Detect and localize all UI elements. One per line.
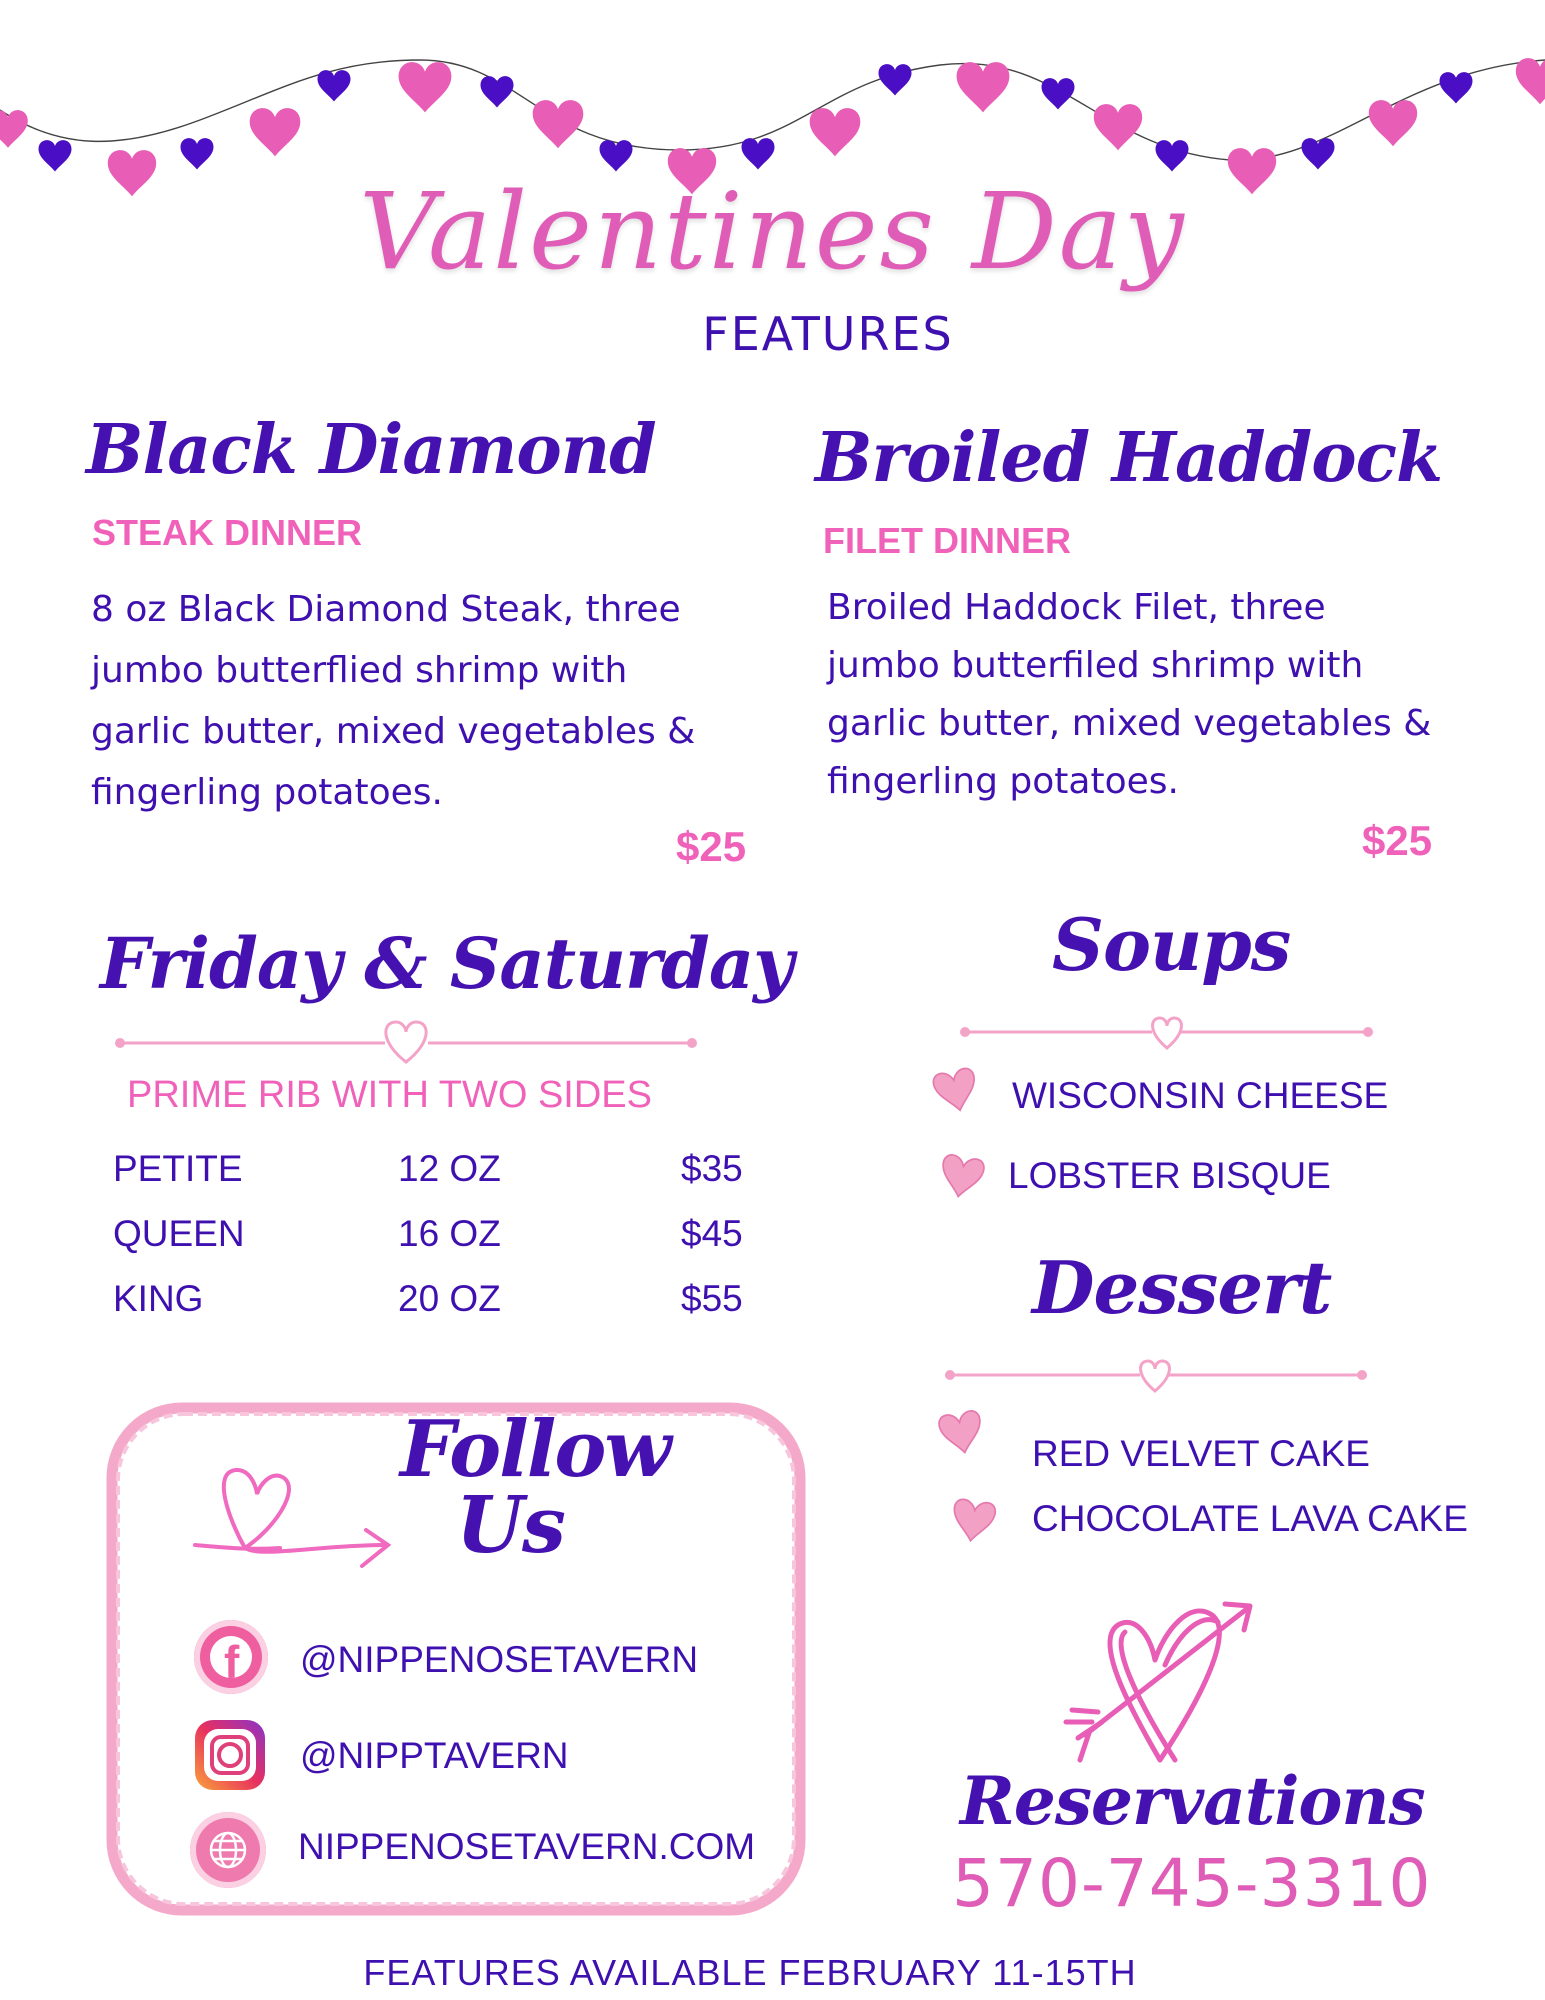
heart-icon bbox=[810, 108, 861, 156]
special-description bbox=[91, 579, 695, 823]
heart-icon bbox=[1302, 138, 1335, 169]
heart-bullet-icon bbox=[932, 1067, 980, 1115]
table-row bbox=[113, 1278, 763, 1343]
dessert-item: CHOCOLATE LAVA CAKE bbox=[1032, 1498, 1468, 1539]
instagram-icon[interactable] bbox=[195, 1720, 265, 1790]
page-subtitle: FEATURES bbox=[702, 307, 954, 361]
description-line: 8 oz Black Diamond Steak, three bbox=[91, 589, 681, 630]
follow-us-title-line: Us bbox=[456, 1480, 564, 1571]
heart-icon bbox=[250, 108, 301, 156]
instagram-handle[interactable]: @NIPPTAVERN bbox=[300, 1735, 569, 1776]
price-cell: $45 bbox=[681, 1213, 743, 1254]
heart-icon bbox=[1042, 78, 1075, 109]
weekend-title: Friday & Saturday bbox=[100, 922, 793, 1005]
heart-icon bbox=[600, 140, 633, 171]
special-name: Broiled Haddock bbox=[815, 418, 1443, 498]
heart-icon bbox=[742, 138, 775, 169]
description-line: Broiled Haddock Filet, three bbox=[827, 587, 1326, 628]
soup-item: WISCONSIN CHEESE bbox=[1012, 1075, 1389, 1116]
prime-rib-table bbox=[113, 1148, 763, 1343]
description-line: garlic butter, mixed vegetables & bbox=[827, 703, 1432, 744]
price-cell: $55 bbox=[681, 1278, 743, 1319]
special-type: FILET DINNER bbox=[823, 520, 1071, 561]
heart-icon bbox=[879, 64, 912, 95]
weight-cell: 20 OZ bbox=[398, 1278, 501, 1319]
weight-cell: 16 OZ bbox=[398, 1213, 501, 1254]
heart-icon bbox=[0, 110, 28, 148]
heart-bullet-icon bbox=[950, 1498, 996, 1543]
description-line: fingerling potatoes. bbox=[91, 772, 443, 813]
description-line: garlic butter, mixed vegetables & bbox=[91, 711, 696, 752]
page-title: Valentines Day bbox=[359, 170, 1186, 293]
description-line: fingerling potatoes. bbox=[827, 761, 1179, 802]
heart-bullet-icon bbox=[938, 1410, 985, 1457]
dessert-item: RED VELVET CAKE bbox=[1032, 1433, 1370, 1474]
size-cell: QUEEN bbox=[113, 1213, 245, 1254]
special-type: STEAK DINNER bbox=[92, 512, 363, 553]
reservations-title: Reservations bbox=[960, 1762, 1425, 1840]
heart-icon bbox=[533, 100, 584, 148]
facebook-handle[interactable]: @NIPPENOSETAVERN bbox=[300, 1639, 699, 1680]
table-row bbox=[113, 1213, 763, 1278]
heart-icon bbox=[181, 138, 214, 169]
heart-icon bbox=[1369, 100, 1417, 146]
heart-icon bbox=[1440, 72, 1473, 103]
size-cell: PETITE bbox=[113, 1148, 243, 1189]
heart-bullet-icon bbox=[938, 1154, 985, 1201]
follow-us-title bbox=[400, 1404, 670, 1571]
soups-title: Soups bbox=[1052, 902, 1291, 987]
footer-note: FEATURES AVAILABLE FEBRUARY 11-15TH bbox=[363, 1952, 1137, 1993]
follow-us-title-line: Follow bbox=[400, 1404, 670, 1495]
size-cell: KING bbox=[113, 1278, 204, 1319]
special-description bbox=[827, 579, 1431, 811]
heart-icon bbox=[957, 62, 1010, 112]
soup-item: LOBSTER BISQUE bbox=[1008, 1155, 1331, 1196]
heart-icon bbox=[399, 62, 452, 112]
heart-icon bbox=[39, 140, 72, 171]
heart-icon bbox=[1094, 104, 1142, 150]
heart-icon bbox=[318, 70, 351, 101]
facebook-icon[interactable]: f bbox=[194, 1620, 268, 1694]
website-link[interactable]: NIPPENOSETAVERN.COM bbox=[298, 1826, 756, 1867]
special-name: Black Diamond bbox=[86, 410, 656, 490]
weight-cell: 12 OZ bbox=[398, 1148, 501, 1189]
description-line: jumbo butterflied shrimp with bbox=[91, 650, 628, 691]
heart-icon bbox=[1156, 140, 1189, 171]
weekend-subtitle: PRIME RIB WITH TWO SIDES bbox=[127, 1074, 652, 1116]
dessert-title: Dessert bbox=[1032, 1245, 1332, 1330]
reservations-phone[interactable]: 570-745-3310 bbox=[952, 1845, 1432, 1922]
table-row bbox=[113, 1148, 763, 1213]
special-price: $25 bbox=[1362, 817, 1433, 864]
price-cell: $35 bbox=[681, 1148, 743, 1189]
special-price: $25 bbox=[676, 823, 747, 870]
globe-icon[interactable] bbox=[190, 1812, 266, 1888]
description-line: jumbo butterfiled shrimp with bbox=[827, 645, 1364, 686]
heart-icon bbox=[1516, 58, 1545, 104]
